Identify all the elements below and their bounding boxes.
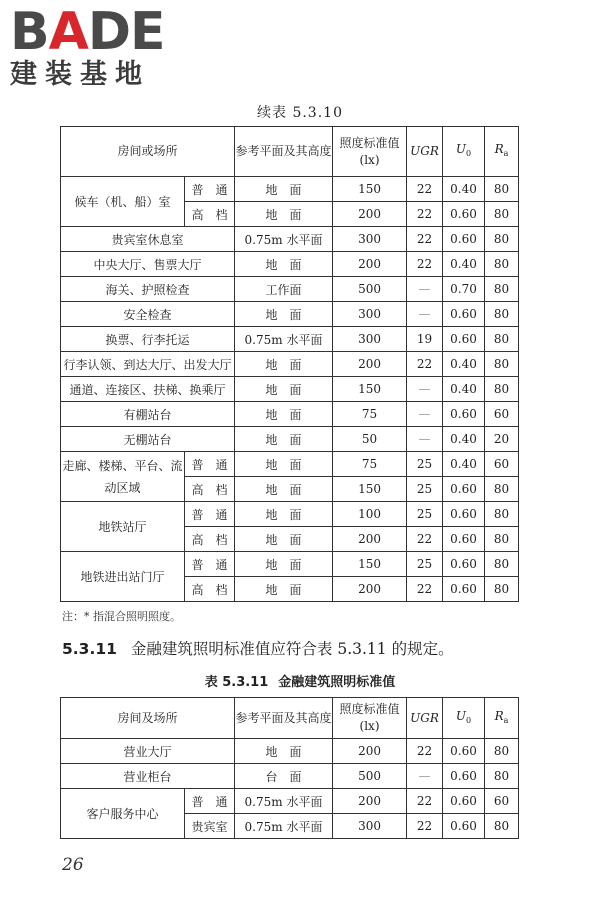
header-ra: $R_a$ [485,127,519,177]
cell-lux: 75 [333,402,407,427]
cell-place: 海关、护照检查 [61,277,235,302]
table-row [61,789,519,814]
cell-ugr: 22 [407,577,443,602]
table-row [61,764,519,789]
cell-u0: 0.60 [443,527,485,552]
cell-ra: 80 [485,177,519,202]
table-row [61,277,519,302]
cell-ugr: — [407,302,443,327]
cell-u0: 0.40 [443,352,485,377]
cell-ugr: 25 [407,552,443,577]
cell-lux: 300 [333,302,407,327]
cell-ugr: 22 [407,177,443,202]
cell-lux: 500 [333,764,407,789]
cell-plane: 地 面 [235,577,333,602]
logo-subtitle: 建装基地 [10,59,150,90]
cell-place: 候车（机、船）室 [61,177,185,227]
cell-ra: 20 [485,427,519,452]
cell-ra: 80 [485,227,519,252]
cell-place: 有棚站台 [61,402,235,427]
cell-lux: 200 [333,202,407,227]
cell-u0: 0.60 [443,502,485,527]
cell-ugr: — [407,427,443,452]
cell-ugr: — [407,277,443,302]
cell-u0: 0.60 [443,577,485,602]
table-5-3-10-continued [60,126,519,602]
cell-place: 地铁进出站门厅 [61,552,185,602]
cell-ugr: 22 [407,227,443,252]
cell-lux: 200 [333,527,407,552]
cell-plane: 地 面 [235,302,333,327]
table-row [61,452,519,477]
cell-ugr: 22 [407,202,443,227]
header-ugr: UGR [407,698,443,739]
cell-plane: 0.75m 水平面 [235,789,333,814]
cell-ugr: 25 [407,502,443,527]
cell-ra: 80 [485,252,519,277]
table-row [61,739,519,764]
clause-number: 5.3.11 [62,640,117,658]
table-row [61,302,519,327]
cell-ugr: 25 [407,452,443,477]
cell-plane: 0.75m 水平面 [235,227,333,252]
table-row [61,377,519,402]
cell-ugr: 22 [407,527,443,552]
cell-level: 普 通 [185,452,235,477]
cell-u0: 0.60 [443,552,485,577]
cell-ugr: 22 [407,739,443,764]
cell-level: 高 档 [185,477,235,502]
header-ugr: UGR [407,127,443,177]
header-u0: $U_0$ [443,698,485,739]
cell-plane: 地 面 [235,452,333,477]
logo-wordmark: BADE [10,2,165,62]
header-lux: 照度标准值(lx) [333,127,407,177]
cell-ugr: — [407,764,443,789]
cell-place: 通道、连接区、扶梯、换乘厅 [61,377,235,402]
header-plane: 参考平面及其高度 [235,127,333,177]
table-row [61,402,519,427]
cell-ra: 80 [485,277,519,302]
header-lux: 照度标准值(lx) [333,698,407,739]
cell-u0: 0.40 [443,452,485,477]
cell-plane: 地 面 [235,527,333,552]
table-row [61,327,519,352]
cell-level: 普 通 [185,552,235,577]
cell-lux: 500 [333,277,407,302]
table-row [61,552,519,577]
header-place: 房间及场所 [61,698,235,739]
cell-plane: 工作面 [235,277,333,302]
cell-place: 行李认领、到达大厅、出发大厅 [61,352,235,377]
header-place: 房间或场所 [61,127,235,177]
cell-place: 贵宾室休息室 [61,227,235,252]
cell-u0: 0.60 [443,739,485,764]
cell-ra: 80 [485,739,519,764]
cell-level: 高 档 [185,577,235,602]
cell-ra: 80 [485,302,519,327]
cell-ugr: 22 [407,352,443,377]
cell-place: 营业柜台 [61,764,235,789]
cell-lux: 100 [333,502,407,527]
table2-caption-title: 金融建筑照明标准值 [278,675,396,690]
table-row [61,227,519,252]
cell-plane: 地 面 [235,477,333,502]
cell-lux: 150 [333,377,407,402]
cell-ugr: 25 [407,477,443,502]
cell-ugr: — [407,377,443,402]
clause-5-3-11 [62,637,454,659]
cell-lux: 150 [333,552,407,577]
table-row [61,352,519,377]
cell-ra: 80 [485,552,519,577]
cell-u0: 0.60 [443,402,485,427]
cell-u0: 0.60 [443,764,485,789]
cell-lux: 300 [333,814,407,839]
cell-u0: 0.60 [443,477,485,502]
table-row [61,502,519,527]
cell-u0: 0.60 [443,814,485,839]
cell-ra: 80 [485,577,519,602]
cell-ra: 80 [485,352,519,377]
cell-lux: 200 [333,252,407,277]
cell-ra: 80 [485,764,519,789]
cell-lux: 200 [333,789,407,814]
cell-u0: 0.60 [443,302,485,327]
cell-lux: 75 [333,452,407,477]
table-header-row [61,127,519,177]
cell-level: 贵宾室 [185,814,235,839]
cell-plane: 0.75m 水平面 [235,327,333,352]
brand-logo [10,2,175,90]
cell-u0: 0.60 [443,789,485,814]
cell-lux: 50 [333,427,407,452]
table-5-3-11 [60,697,519,839]
cell-ra: 60 [485,452,519,477]
table-row [61,427,519,452]
cell-lux: 200 [333,739,407,764]
page-number: 26 [62,855,84,875]
cell-place: 地铁站厅 [61,502,185,552]
cell-plane: 台 面 [235,764,333,789]
cell-ugr: 19 [407,327,443,352]
cell-place: 安全检查 [61,302,235,327]
cell-lux: 300 [333,327,407,352]
cell-u0: 0.60 [443,202,485,227]
table-row [61,252,519,277]
cell-ugr: 22 [407,252,443,277]
cell-plane: 地 面 [235,502,333,527]
cell-ra: 80 [485,327,519,352]
cell-plane: 0.75m 水平面 [235,814,333,839]
cell-ra: 80 [485,202,519,227]
table-header-row [61,698,519,739]
cell-plane: 地 面 [235,427,333,452]
cell-u0: 0.40 [443,377,485,402]
cell-ugr: 22 [407,814,443,839]
cell-lux: 150 [333,477,407,502]
cell-place: 无棚站台 [61,427,235,452]
cell-plane: 地 面 [235,402,333,427]
cell-u0: 0.40 [443,252,485,277]
header-plane: 参考平面及其高度 [235,698,333,739]
cell-level: 高 档 [185,527,235,552]
cell-plane: 地 面 [235,177,333,202]
cell-plane: 地 面 [235,739,333,764]
cell-place: 营业大厅 [61,739,235,764]
cell-ra: 60 [485,789,519,814]
cell-u0: 0.60 [443,327,485,352]
cell-ra: 80 [485,477,519,502]
cell-ugr: — [407,402,443,427]
cell-plane: 地 面 [235,377,333,402]
header-u0: $U_0$ [443,127,485,177]
cell-level: 高 档 [185,202,235,227]
cell-lux: 200 [333,577,407,602]
cell-plane: 地 面 [235,202,333,227]
cell-place: 客户服务中心 [61,789,185,839]
cell-u0: 0.40 [443,427,485,452]
table2-caption [0,671,600,690]
cell-lux: 150 [333,177,407,202]
cell-u0: 0.40 [443,177,485,202]
table-row [61,177,519,202]
cell-ugr: 22 [407,789,443,814]
cell-lux: 300 [333,227,407,252]
cell-level: 普 通 [185,177,235,202]
cell-plane: 地 面 [235,552,333,577]
cell-lux: 200 [333,352,407,377]
cell-place: 走廊、楼梯、平台、流动区域 [61,452,185,502]
cell-ra: 80 [485,502,519,527]
cell-place: 中央大厅、售票大厅 [61,252,235,277]
table2-caption-number: 表 5.3.11 [204,675,269,690]
cell-place: 换票、行李托运 [61,327,235,352]
cell-u0: 0.60 [443,227,485,252]
table1-note: 注：* 指混合照明照度。 [62,610,181,623]
header-ra: $R_a$ [485,698,519,739]
cell-ra: 80 [485,527,519,552]
cell-plane: 地 面 [235,252,333,277]
clause-text: 金融建筑照明标准值应符合表 5.3.11 的规定。 [130,640,454,658]
cell-u0: 0.70 [443,277,485,302]
table1-caption: 续表 5.3.10 [257,105,343,121]
cell-plane: 地 面 [235,352,333,377]
cell-level: 普 通 [185,789,235,814]
cell-ra: 80 [485,814,519,839]
cell-ra: 60 [485,402,519,427]
cell-level: 普 通 [185,502,235,527]
cell-ra: 80 [485,377,519,402]
